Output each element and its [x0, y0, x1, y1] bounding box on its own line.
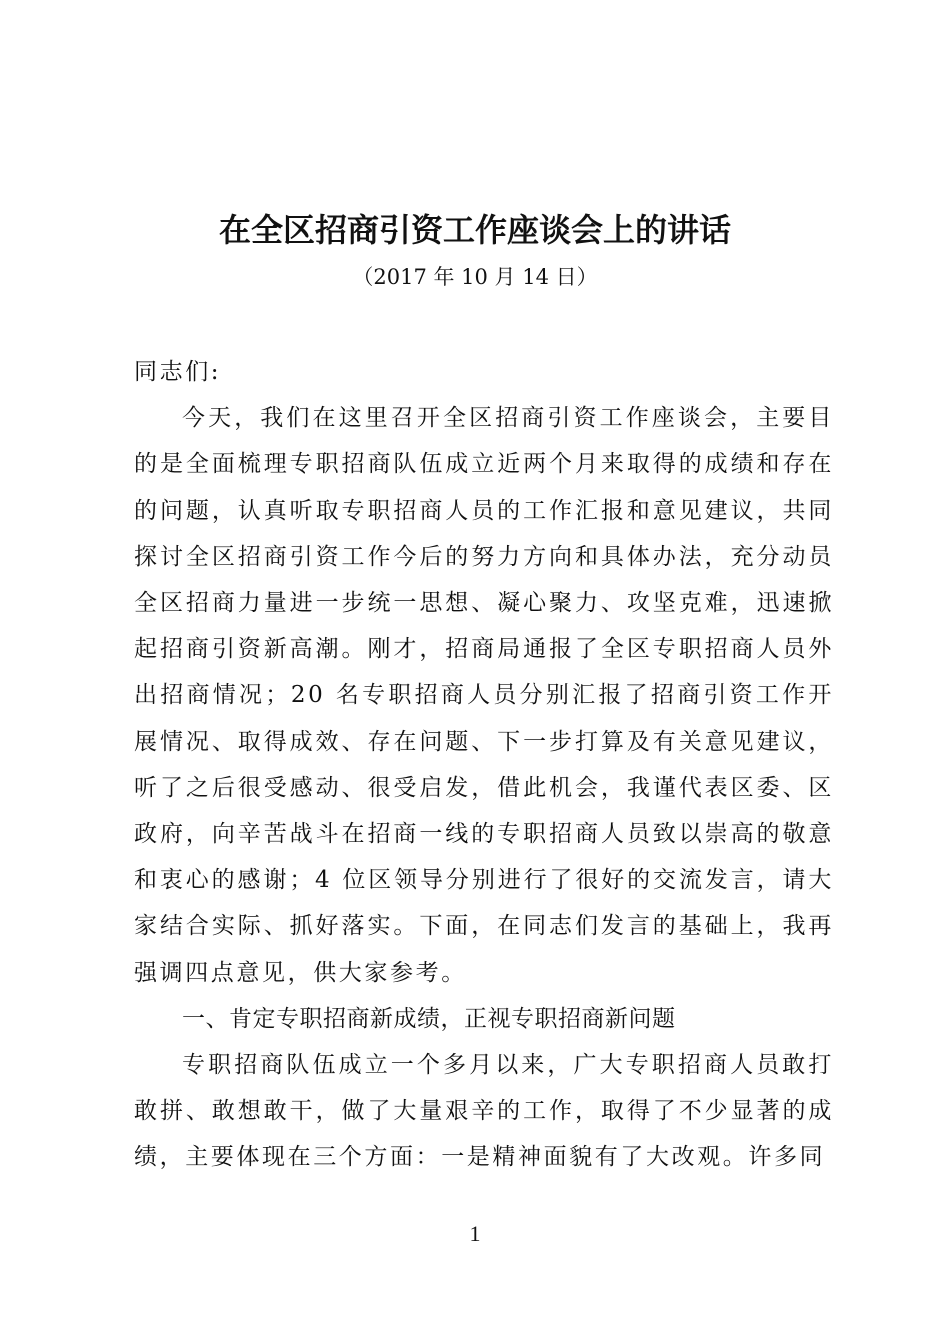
- page-number: 1: [469, 1221, 481, 1246]
- document-body: [134, 349, 834, 1181]
- document-date: （2017 年 10 月 14 日）: [352, 265, 598, 289]
- salutation: 同志们:: [134, 359, 222, 385]
- body-paragraph: 今天，我们在这里召开全区招商引资工作座谈会，主要目的是全面梳理专职招商队伍成立近两个月来取得的成绩和存在的问题，认真听取专职招商人员的工作汇报和意见建议，共同探讨全区招商引资工作今后的努力方向和具体办法，充分动员全区招商力量进一步统一思想、凝心聚力、攻坚克难，迅速掀起招商引资新高潮。刚才，招商局通报了全区专职招商人员外出招商情况；20 名专职招商人员分别汇报了招商引资工作开展情况、取得成效、存在问题、下一步打算及有关意见建议，听了之后很受感动、很受启发，借此机会，我谨代表区委、区政府，向辛苦战斗在招商一线的专职招商人员致以崇高的敬意和衷心的感谢；4 位区领导分别进行了很好的交流发言，请大家结合实际、抓好落实。下面，在同志们发言的基础上，我再强调四点意见，供大家参考。: [134, 405, 834, 986]
- section-paragraph: 专职招商队伍成立一个多月以来，广大专职招商人员敢打敢拼、敢想敢干，做了大量艰辛的工作，取得了不少显著的成绩，主要体现在三个方面：一是精神面貌有了大改观。许多同: [134, 1052, 834, 1171]
- document-title: 在全区招商引资工作座谈会上的讲话: [218, 211, 731, 249]
- section-heading: 一、肯定专职招商新成绩，正视专职招商新问题: [182, 1005, 676, 1032]
